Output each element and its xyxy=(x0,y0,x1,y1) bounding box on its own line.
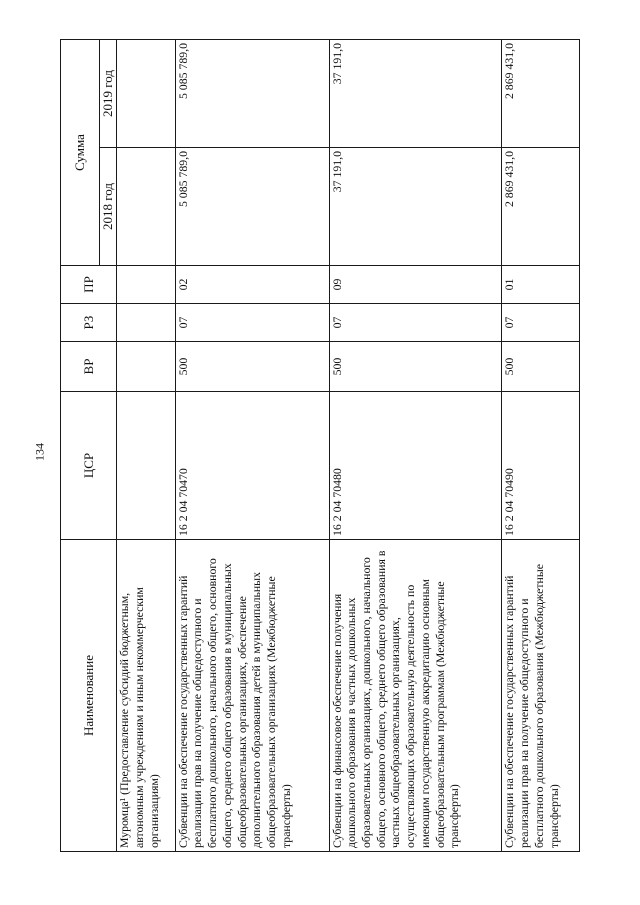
row-sum-2018 xyxy=(117,148,175,266)
row-name: Субвенции на финансовое обеспечение получения дошкольного образования в частных дошкольных образовательных организациях, дошкольного, начального общего, основного общего, среднего общего образования в частных общеобразовательных организациях, осуществляющих образовательную деятельность по имеющим государственную аккредитацию основным общеобразовательным программам (Межбюджетные трансферты) xyxy=(329,540,502,852)
row-sum-2019: 5 085 789,0 xyxy=(175,40,329,148)
header-sum: Сумма xyxy=(61,40,100,266)
row-vr: 500 xyxy=(175,342,329,392)
row-pr xyxy=(117,266,175,304)
row-pr: 02 xyxy=(175,266,329,304)
row-rz: 07 xyxy=(502,304,580,342)
budget-table xyxy=(60,39,580,852)
row-name: Муромца¹ (Предоставление субсидий бюджетным, автономным учреждениям и иным некоммерческим организациям) xyxy=(117,540,175,852)
table-row xyxy=(117,40,175,852)
row-sum-2019: 37 191,0 xyxy=(329,40,502,148)
row-name: Субвенции на обеспечение государственных гарантий реализации прав на получение общедоступного и бесплатного дошкольного, начального общего, основного общего, среднего общего образования в муниципальных общеобразовательных организациях, обеспечение дополнительного образования детей в муниципальных общеобразовательных организациях (Межбюджетные трансферты) xyxy=(175,540,329,852)
row-rz xyxy=(117,304,175,342)
row-rz: 07 xyxy=(329,304,502,342)
header-vr: ВР xyxy=(61,342,117,392)
page-number: 134 xyxy=(32,443,47,461)
header-name: Наименование xyxy=(61,540,117,852)
row-csr: 16 2 04 70480 xyxy=(329,392,502,540)
row-sum-2018: 37 191,0 xyxy=(329,148,502,266)
row-vr xyxy=(117,342,175,392)
header-year-2019: 2019 год xyxy=(100,40,117,148)
header-csr: ЦСР xyxy=(61,392,117,540)
row-pr: 09 xyxy=(329,266,502,304)
row-sum-2019 xyxy=(117,40,175,148)
row-csr: 16 2 04 70490 xyxy=(502,392,580,540)
row-pr: 01 xyxy=(502,266,580,304)
row-csr: 16 2 04 70470 xyxy=(175,392,329,540)
header-year-2018: 2018 год xyxy=(100,148,117,266)
table-row xyxy=(502,40,580,852)
table-row xyxy=(329,40,502,852)
row-rz: 07 xyxy=(175,304,329,342)
rotated-page-content xyxy=(60,32,580,872)
row-vr: 500 xyxy=(502,342,580,392)
table-row xyxy=(175,40,329,852)
row-sum-2019: 2 869 431,0 xyxy=(502,40,580,148)
row-sum-2018: 5 085 789,0 xyxy=(175,148,329,266)
header-pr: ПР xyxy=(61,266,117,304)
header-rz: РЗ xyxy=(61,304,117,342)
row-vr: 500 xyxy=(329,342,502,392)
row-name: Субвенции на обеспечение государственных гарантий реализации прав на получение общедоступного и бесплатного дошкольного образования (Межбюджетные трансферты) xyxy=(502,540,580,852)
row-sum-2018: 2 869 431,0 xyxy=(502,148,580,266)
row-csr xyxy=(117,392,175,540)
